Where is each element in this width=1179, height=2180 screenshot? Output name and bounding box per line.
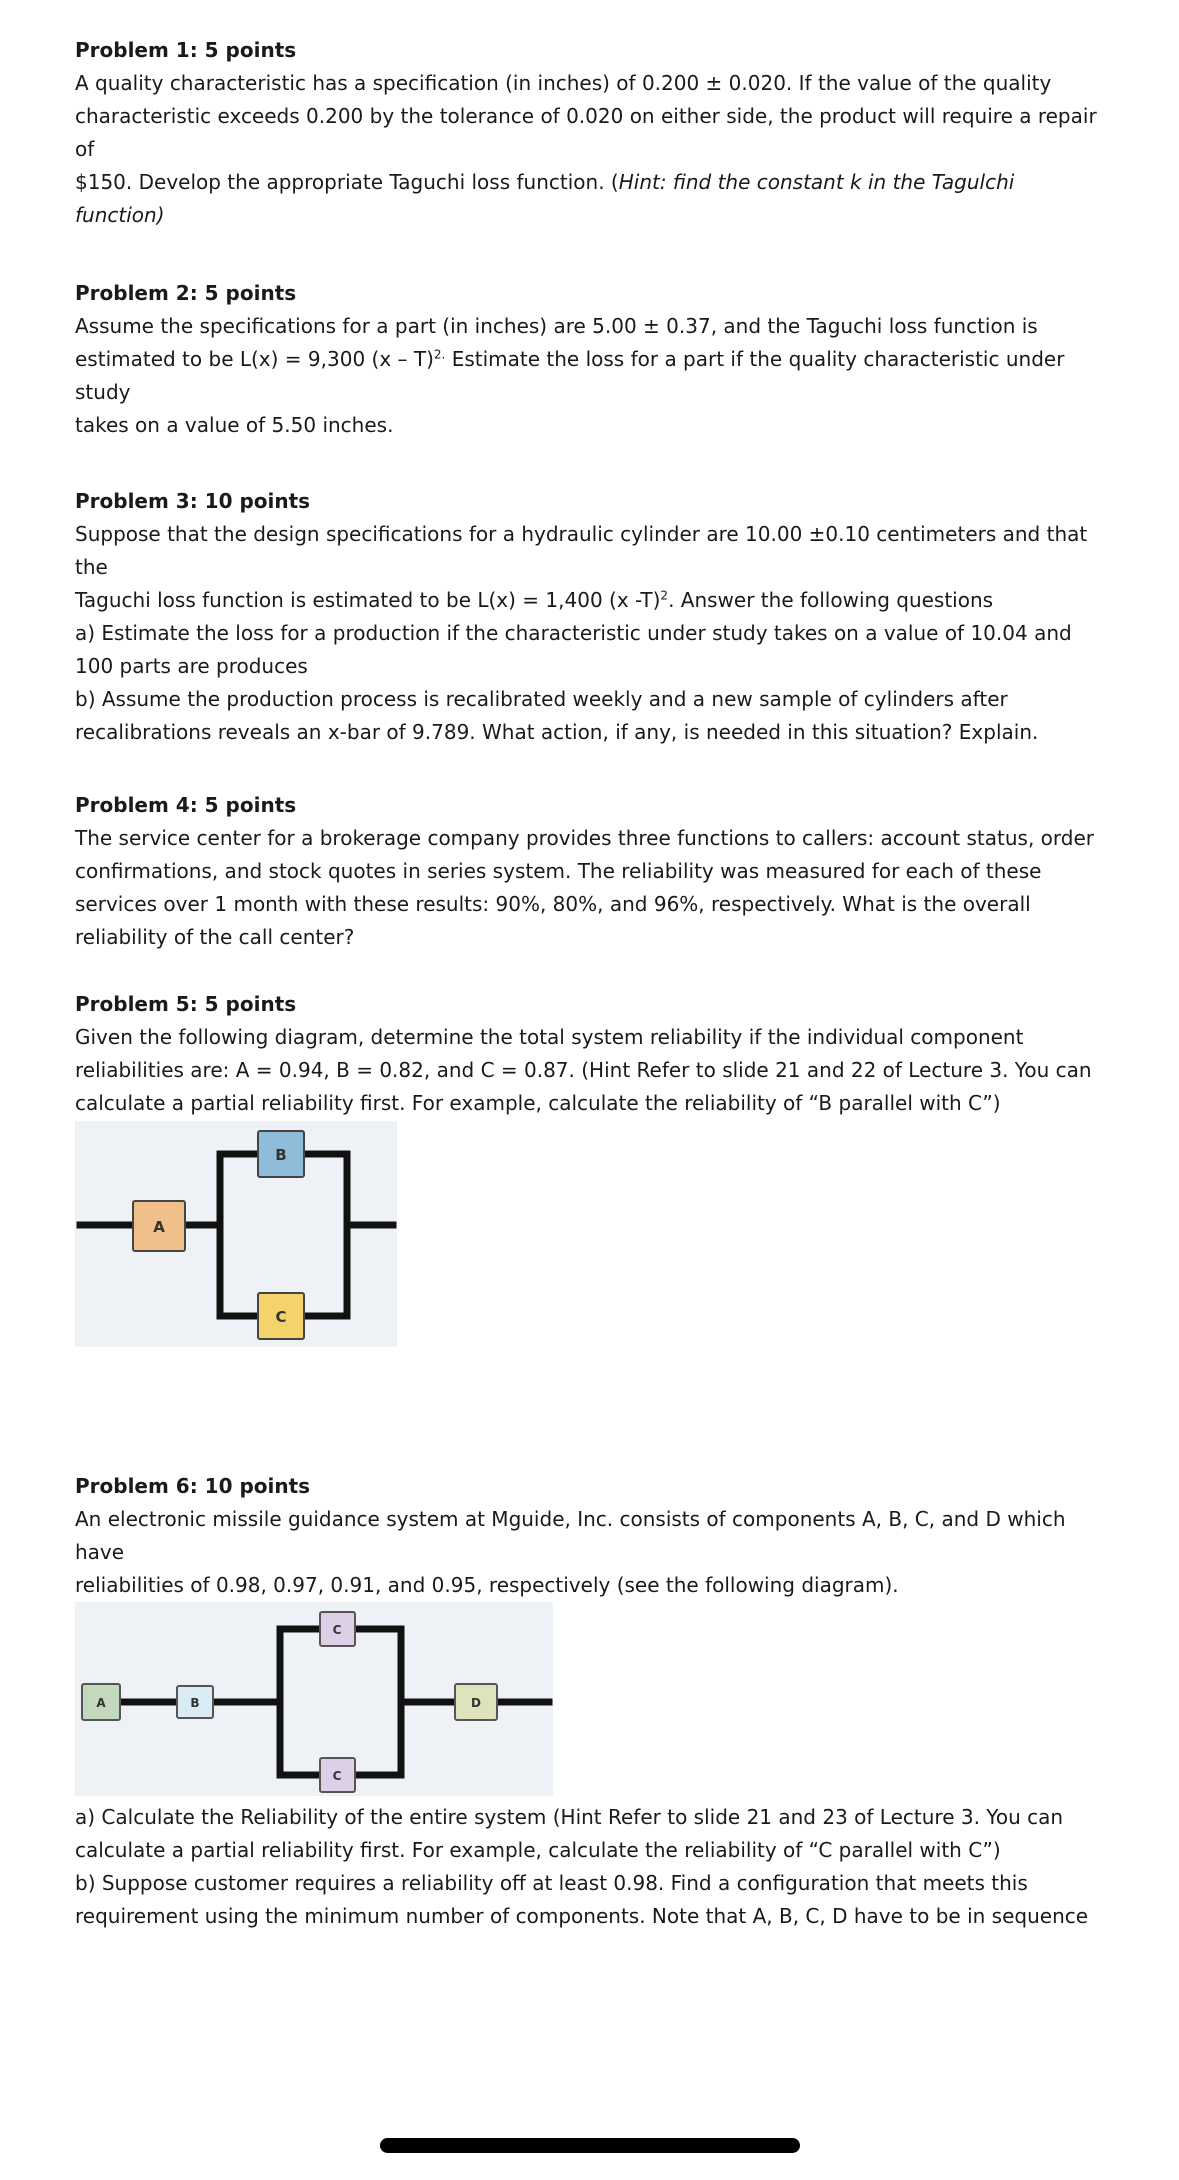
problem-4-line: The service center for a brokerage company provides three functions to callers: account status, order [75,826,1094,850]
problem-6-questions [75,1801,1115,1933]
problem-3-line: recalibrations reveals an x-bar of 9.789. What action, if any, is needed in this situation? Explain. [75,720,1039,744]
problem-5-title: Problem 5: 5 points [75,992,297,1016]
problem-5 [75,988,1115,1120]
component-b-label: B [275,1146,287,1164]
problem-1-line: $150. Develop the appropriate Taguchi loss function. (Hint: find the constant k in the Tagulchi [75,170,1015,194]
problem-4-title: Problem 4: 5 points [75,793,297,817]
reliability-diagram-problem-5 [75,1121,397,1347]
problem-6-line: reliabilities of 0.98, 0.97, 0.91, and 0.95, respectively (see the following diagram). [75,1573,899,1597]
problem-4-line: services over 1 month with these results: 90%, 80%, and 96%, respectively. What is the overall [75,892,1031,916]
reliability-diagram-problem-6 [75,1602,553,1796]
component-c-top-label: C [332,1623,342,1637]
problem-6-line: An electronic missile guidance system at Mguide, Inc. consists of components A, B, C, and D which [75,1507,1066,1531]
problem-4-line: confirmations, and stock quotes in series system. The reliability was measured for each of these [75,859,1042,883]
component-b-label: B [190,1696,200,1710]
problem-5-line: reliabilities are: A = 0.94, B = 0.82, and C = 0.87. (Hint Refer to slide 21 and 22 of Lecture 3. You can [75,1058,1092,1082]
problem-3-line: b) Assume the production process is recalibrated weekly and a new sample of cylinders after [75,687,1008,711]
component-c-bottom-label: C [332,1769,342,1783]
problem-1-line: of [75,137,95,161]
problem-6-line: requirement using the minimum number of components. Note that A, B, C, D have to be in sequence [75,1904,1089,1928]
problem-6-line: b) Suppose customer requires a reliability off at least 0.98. Find a configuration that meets this [75,1871,1028,1895]
problem-4 [75,789,1115,954]
problem-3-line: the [75,555,108,579]
problem-6-line: calculate a partial reliability first. For example, calculate the reliability of “C parallel with C”) [75,1838,1001,1862]
problem-6-line: have [75,1540,125,1564]
problem-2-title: Problem 2: 5 points [75,281,297,305]
problem-3-line: a) Estimate the loss for a production if the characteristic under study takes on a value of 10.04 and [75,621,1072,645]
problem-3-line: Suppose that the design specifications for a hydraulic cylinder are 10.00 ±0.10 centimeters and that [75,522,1088,546]
problem-3-line: Taguchi loss function is estimated to be L(x) = 1,400 (x -T)$^2$. Answer the following questions [75,588,994,612]
problem-3 [75,485,1115,749]
problem-2-line: study [75,380,131,404]
component-c-label: C [275,1308,287,1326]
problem-1-line: characteristic exceeds 0.200 by the tolerance of 0.020 on either side, the product will require a repair [75,104,1097,128]
problem-1 [75,34,1115,232]
problem-2-line: Assume the specifications for a part (in inches) are 5.00 ± 0.37, and the Taguchi loss function is [75,314,1038,338]
home-indicator-bar[interactable] [380,2138,800,2153]
problem-4-line: reliability of the call center? [75,925,355,949]
component-d-label: D [471,1696,481,1710]
problem-1-line: function) [75,203,165,227]
problem-1-line: A quality characteristic has a specification (in inches) of 0.200 ± 0.020. If the value of the quality [75,71,1052,95]
component-a-label: A [153,1218,165,1236]
problem-6 [75,1470,1115,1602]
problem-5-line: calculate a partial reliability first. For example, calculate the reliability of “B parallel with C”) [75,1091,1001,1115]
problem-6-title: Problem 6: 10 points [75,1474,311,1498]
problem-2 [75,277,1115,442]
problem-5-line: Given the following diagram, determine the total system reliability if the individual component [75,1025,1024,1049]
problem-1-title: Problem 1: 5 points [75,38,297,62]
problem-3-title: Problem 3: 10 points [75,489,311,513]
problem-3-line: 100 parts are produces [75,654,308,678]
problem-1-hint: Hint: find the constant k in the Tagulchi [618,170,1015,194]
component-a-label: A [96,1696,106,1710]
problem-6-line: a) Calculate the Reliability of the entire system (Hint Refer to slide 21 and 23 of Lecture 3. You can [75,1805,1064,1829]
problem-2-line: takes on a value of 5.50 inches. [75,413,394,437]
problem-2-line: estimated to be L(x) = 9,300 (x – T)$^{2.}$ Estimate the loss for a part if the quality characteristic under [75,347,1065,371]
